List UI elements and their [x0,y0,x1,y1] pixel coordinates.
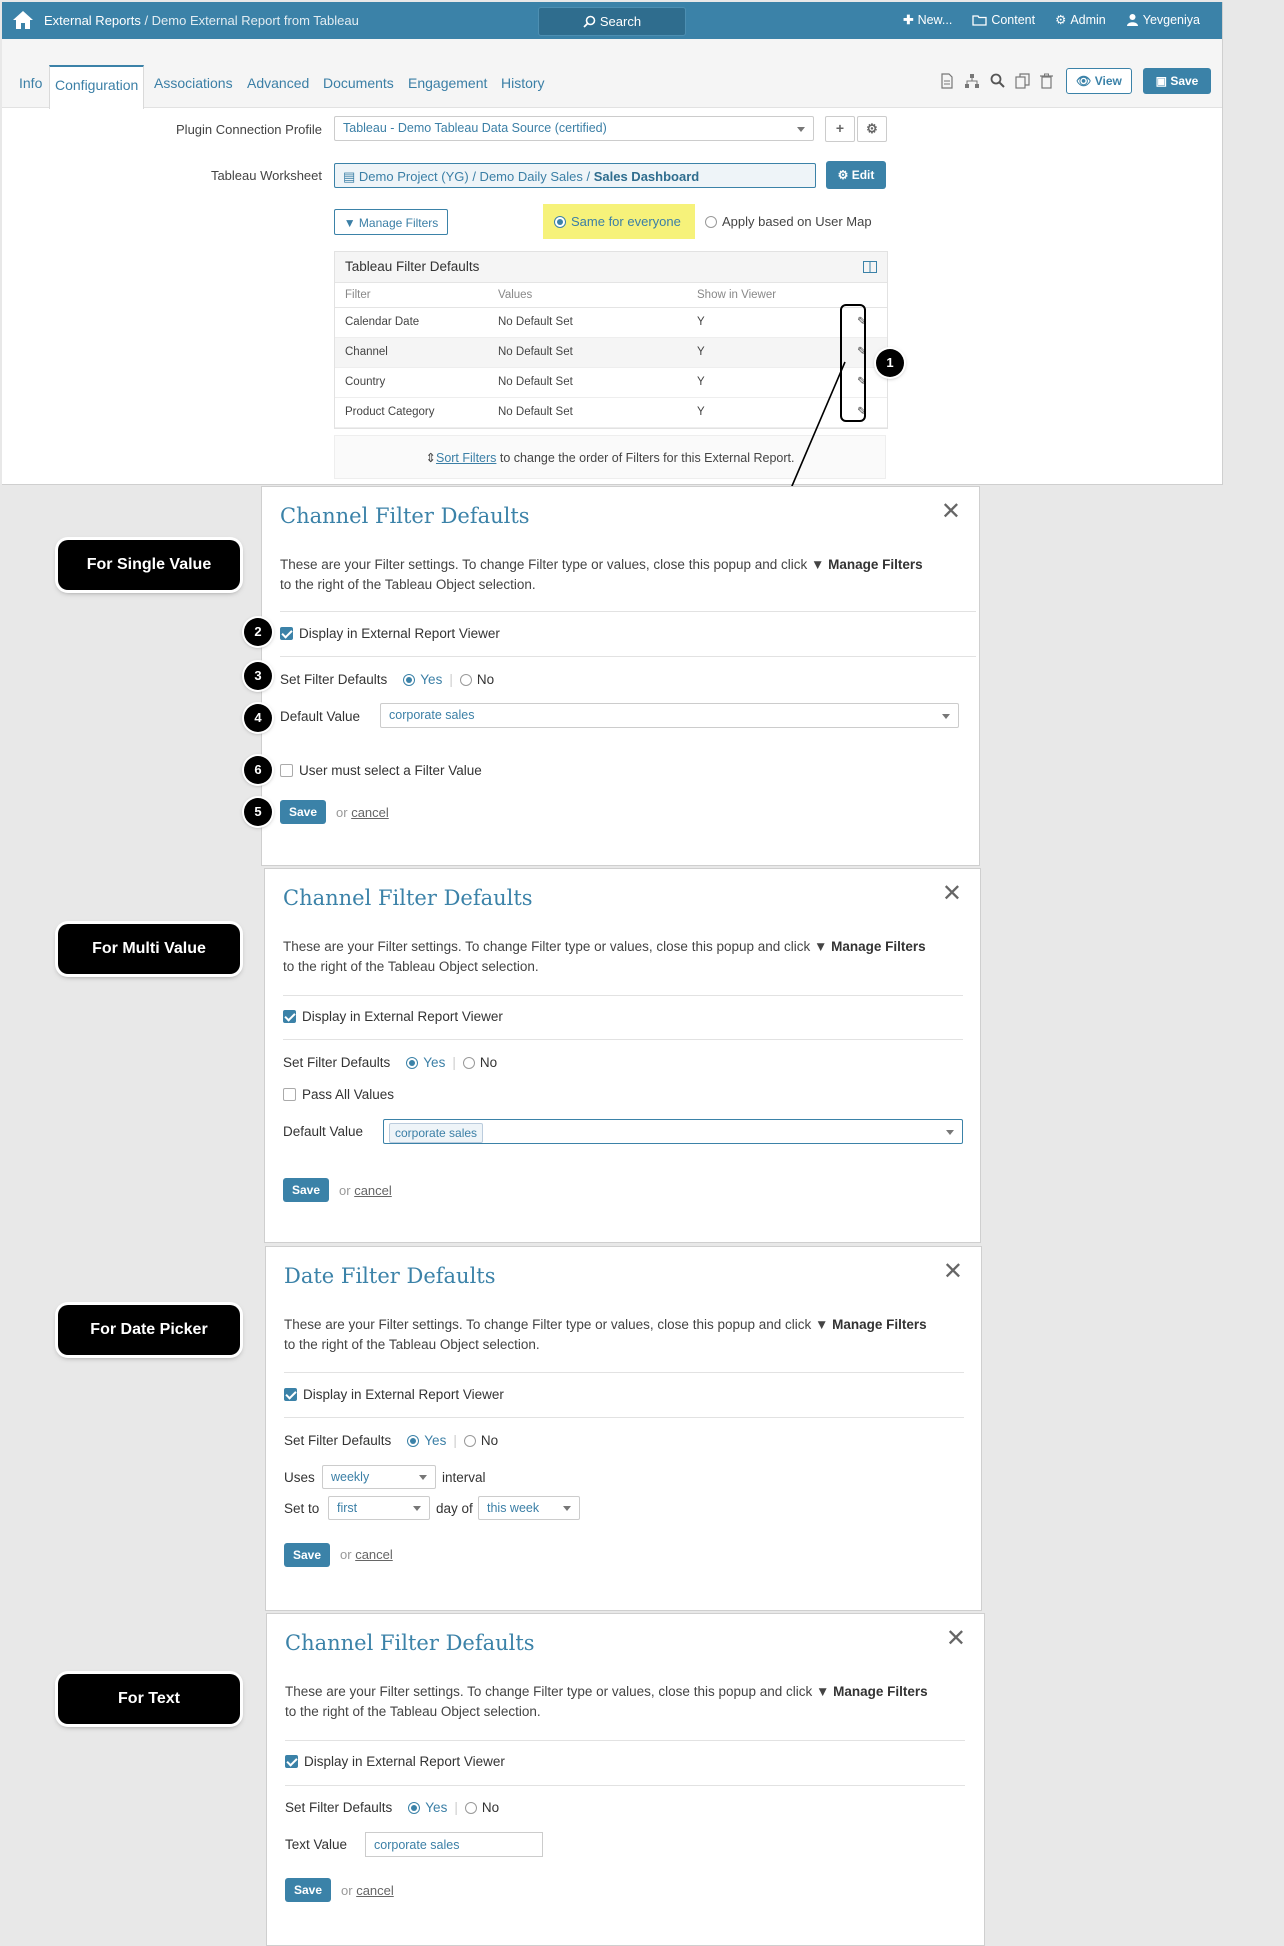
panel-description [280,555,970,595]
plugin-profile-value: Tableau - Demo Tableau Data Source (certified) [343,121,607,135]
text-value-label: Text Value [285,1837,348,1852]
set-to-select[interactable] [328,1496,430,1520]
or-cancel [340,1547,393,1562]
pass-all-label: Pass All Values [302,1087,395,1102]
cell-values: No Default Set [498,346,573,358]
yes-label: Yes [423,1055,446,1070]
gear-icon: ⚙ [1055,13,1067,27]
desc-manage-filters: Manage Filters [832,1317,927,1332]
radio-yes[interactable] [403,674,415,686]
callout-5: 5 [244,798,272,826]
or-cancel [339,1183,392,1198]
interval-select[interactable] [322,1465,436,1489]
close-icon[interactable]: ✕ [942,1258,963,1285]
filter-icon: ▼ [343,216,356,230]
save-label: Save [1170,74,1199,88]
worksheet-path: Demo Project (YG) / Demo Daily Sales / [358,169,594,184]
default-value-label: Default Value [283,1124,364,1139]
desc-text: These are your Filter settings. To change Filter type or values, close this popup and click [280,557,812,572]
uses-label: Uses [284,1470,315,1485]
admin-label: Admin [1070,12,1106,27]
cell-filter: Channel [345,346,388,358]
set-defaults-row: Set Filter Defaults Yes | No [283,1055,498,1070]
desc-manage-filters: Manage Filters [828,557,923,572]
edit-label: Edit [851,168,875,182]
text-value-input[interactable]: corporate sales [365,1832,543,1857]
radio-no[interactable] [463,1057,475,1069]
save-button[interactable]: Save [285,1878,331,1902]
filter-icon: ▼ [815,1317,829,1332]
callout-6: 6 [244,756,272,784]
radio-no[interactable] [460,674,472,686]
chevron-down-icon [563,1506,571,1511]
filter-icon: ▼ [814,939,828,954]
divider [280,611,976,612]
radio-no[interactable] [465,1802,477,1814]
search-label: Search [599,14,642,29]
no-label: No [479,1055,498,1070]
cell-filter: Country [345,376,386,388]
display-label: Display in External Report Viewer [302,1009,503,1024]
interval-label: interval [442,1470,486,1485]
display-checkbox-row[interactable] [285,1754,505,1769]
panel-title: Date Filter Defaults [284,1264,496,1288]
close-icon[interactable]: ✕ [941,880,962,907]
checkbox-unchecked[interactable] [280,764,293,777]
divider [284,1417,964,1418]
default-value-multiselect[interactable] [383,1119,963,1144]
checkbox-checked[interactable] [280,627,293,640]
column-values: Values [498,289,533,301]
content-label: Content [991,12,1036,27]
or-text: or [341,1883,353,1898]
must-select-label: User must select a Filter Value [299,763,482,778]
gear-icon: ⚙ [837,168,849,182]
column-filter: Filter [345,289,371,301]
no-label: No [480,1433,499,1448]
pencil-icon[interactable]: ✎ [857,316,867,328]
callout-3: 3 [244,662,272,690]
radio-yes[interactable] [406,1057,418,1069]
cancel-link[interactable]: cancel [355,1547,393,1562]
set-defaults-label: Set Filter Defaults [283,1055,391,1070]
sort-icon: ⇕ [425,451,436,465]
or-text: or [340,1547,352,1562]
no-label: No [481,1800,500,1815]
save-button[interactable]: Save [283,1178,329,1202]
save-button[interactable]: Save [280,800,326,824]
checkbox-checked[interactable] [283,1010,296,1023]
filter-icon: ▼ [816,1684,830,1699]
chevron-down-icon [413,1506,421,1511]
desc-text: These are your Filter settings. To change Filter type or values, close this popup and click [283,939,815,954]
default-value: corporate sales [389,708,475,722]
tab-associations[interactable]: Associations [154,75,233,91]
desc-text-2: to the right of the Tableau Object selection. [283,959,539,974]
chevron-down-icon [419,1475,427,1480]
or-cancel [341,1883,394,1898]
set-defaults-label: Set Filter Defaults [280,672,388,687]
radio-yes[interactable] [408,1802,420,1814]
gear-icon: ⚙ [866,121,878,136]
single-value-panel [261,486,980,866]
display-label: Display in External Report Viewer [299,626,500,641]
panel-description [285,1682,975,1722]
panel-description [283,937,973,977]
multi-value-panel [264,868,981,1243]
filter-icon: ▼ [811,557,825,572]
set-defaults-row: Set Filter Defaults Yes | No [285,1800,500,1815]
plus-icon: ✚ [903,13,914,27]
save-button[interactable]: Save [284,1543,330,1567]
chevron-down-icon [946,1130,954,1135]
cell-show: Y [697,376,705,388]
floppy-icon: ▣ [1155,74,1167,88]
worksheet-label: Tableau Worksheet [210,168,322,183]
cell-filter: Product Category [345,406,435,418]
date-picker-panel [265,1246,982,1611]
chevron-down-icon [942,714,950,719]
breadcrumb-separator: / [140,13,152,28]
divider [284,1372,964,1373]
divider [283,1039,963,1040]
desc-text: These are your Filter settings. To change Filter type or values, close this popup and click [284,1317,816,1332]
tab-info[interactable]: Info [19,75,43,91]
divider [280,656,976,657]
close-icon[interactable]: ✕ [945,1625,966,1652]
column-show: Show in Viewer [697,289,777,301]
close-icon[interactable]: ✕ [940,498,961,525]
day-of-value: this week [487,1501,540,1515]
cell-values: No Default Set [498,406,573,418]
dashboard-icon: ▤ [343,169,356,184]
manage-filters-label: Manage Filters [358,216,439,230]
radio-yes[interactable] [407,1435,419,1447]
no-label: No [476,672,495,687]
callout-4: 4 [244,704,272,732]
view-label: View [1094,74,1122,88]
desc-text-2: to the right of the Tableau Object selection. [284,1337,540,1352]
or-cancel [336,805,389,820]
yes-label: Yes [425,1800,448,1815]
eye-icon: 👁 [1076,74,1092,88]
cell-show: Y [697,346,705,358]
pencil-icon[interactable]: ✎ [857,406,867,418]
desc-text: These are your Filter settings. To change Filter type or values, close this popup and click [285,1684,817,1699]
divider [283,995,963,996]
set-to-value: first [337,1501,358,1515]
worksheet-name: Sales Dashboard [593,169,700,184]
plugin-profile-label: Plugin Connection Profile [176,122,322,137]
radio-no[interactable] [464,1435,476,1447]
sort-filters-text: to change the order of Filters for this External Report. [496,451,795,465]
callout-1: 1 [876,349,904,377]
sort-filters-link[interactable]: Sort Filters [435,451,497,465]
label-single-value: For Single Value [58,540,240,590]
display-checkbox-row[interactable] [280,626,500,641]
day-of-label: day of [436,1501,473,1516]
cell-values: No Default Set [498,376,573,388]
pencil-icon[interactable]: ✎ [857,346,867,358]
new-label: New... [917,12,953,27]
desc-manage-filters: Manage Filters [831,939,926,954]
must-select-row[interactable] [280,763,482,778]
user-label: Yevgeniya [1142,12,1200,27]
desc-text-2: to the right of the Tableau Object selection. [285,1704,541,1719]
set-defaults-row: Set Filter Defaults Yes | No [280,672,495,687]
label-multi-value: For Multi Value [58,924,240,974]
default-value-select[interactable] [380,703,959,728]
same-label: Same for everyone [571,214,681,229]
cancel-link[interactable]: cancel [354,1183,392,1198]
label-date-picker: For Date Picker [58,1305,240,1355]
callout-arrow [0,0,1284,520]
set-defaults-label: Set Filter Defaults [285,1800,393,1815]
default-value-label: Default Value [280,709,361,724]
checkbox-unchecked[interactable] [283,1088,296,1101]
cell-show: Y [697,406,705,418]
or-text: or [339,1183,351,1198]
or-text: or [336,805,348,820]
panel-title: Channel Filter Defaults [285,1631,535,1655]
cancel-link[interactable]: cancel [356,1883,394,1898]
set-defaults-row: Set Filter Defaults Yes | No [284,1433,499,1448]
cell-values: No Default Set [498,316,573,328]
tab-history[interactable]: History [501,75,545,91]
breadcrumb-report: Demo External Report from Tableau [151,13,359,28]
set-to-label: Set to [284,1501,320,1516]
divider [285,1740,965,1741]
interval-value: weekly [331,1470,370,1484]
day-of-select[interactable] [478,1496,580,1520]
pass-all-row[interactable] [283,1087,394,1102]
display-checkbox-row[interactable] [283,1009,503,1024]
table-title: Tableau Filter Defaults [345,259,480,274]
display-checkbox-row[interactable] [284,1387,504,1402]
desc-text-2: to the right of the Tableau Object selection. [280,577,536,592]
set-defaults-label: Set Filter Defaults [284,1433,392,1448]
cell-show: Y [697,316,705,328]
cancel-link[interactable]: cancel [351,805,389,820]
checkbox-checked[interactable] [284,1388,297,1401]
add-profile-button[interactable]: + [825,116,855,142]
cell-filter: Calendar Date [345,316,420,328]
selected-value-tag[interactable]: corporate sales [389,1123,483,1143]
label-text: For Text [58,1674,240,1724]
divider [285,1785,965,1786]
display-label: Display in External Report Viewer [304,1754,505,1769]
desc-manage-filters: Manage Filters [833,1684,928,1699]
tab-configuration[interactable]: Configuration [49,65,144,109]
yes-label: Yes [420,672,443,687]
text-panel [266,1613,985,1946]
panel-title: Channel Filter Defaults [280,504,530,528]
pencil-icon[interactable]: ✎ [857,376,867,388]
tab-advanced[interactable]: Advanced [247,75,310,91]
panel-description [284,1315,974,1355]
panel-title: Channel Filter Defaults [283,886,533,910]
tab-engagement[interactable]: Engagement [408,75,488,91]
callout-2: 2 [244,618,272,646]
display-label: Display in External Report Viewer [303,1387,504,1402]
apply-label: Apply based on User Map [722,214,872,229]
tab-documents[interactable]: Documents [323,75,394,91]
yes-label: Yes [424,1433,447,1448]
checkbox-checked[interactable] [285,1755,298,1768]
breadcrumb-section[interactable]: External Reports [44,13,141,28]
